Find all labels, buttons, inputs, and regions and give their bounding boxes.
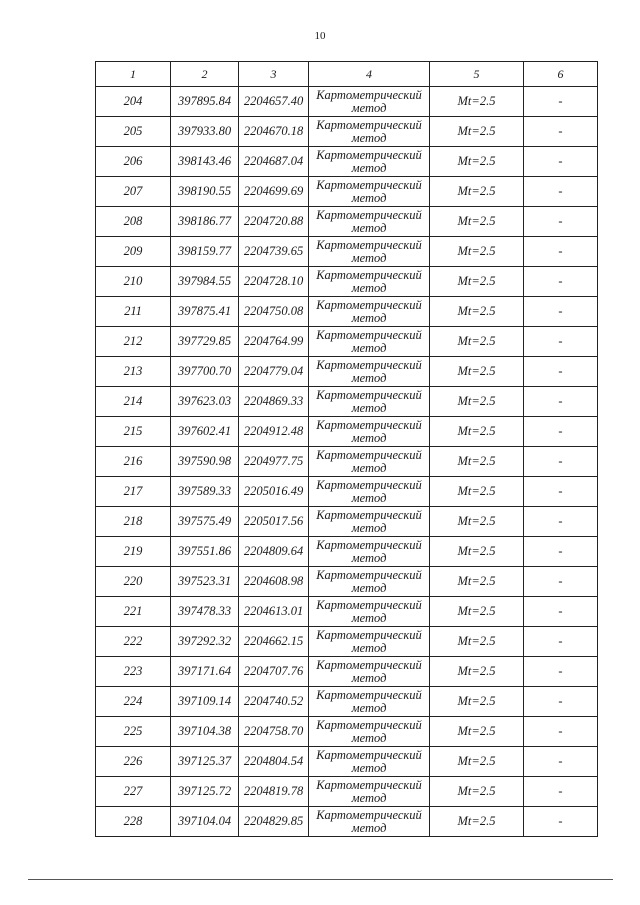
method-cell <box>309 627 430 657</box>
accuracy-cell: Mt=2.5 <box>430 117 524 147</box>
table-row <box>96 267 598 297</box>
x-coordinate-cell: 398143.46 <box>171 147 239 177</box>
table-row <box>96 297 598 327</box>
note-cell: - <box>524 147 598 177</box>
method-cell <box>309 387 430 417</box>
method-line-1: Картометрический <box>316 177 422 192</box>
method-line-2: метод <box>351 640 387 655</box>
note-cell: - <box>524 237 598 267</box>
point-number-cell: 215 <box>96 417 171 447</box>
x-coordinate-cell: 397933.80 <box>171 117 239 147</box>
x-coordinate-cell: 397125.72 <box>171 777 239 807</box>
method-line-2: метод <box>351 730 387 745</box>
accuracy-cell: Mt=2.5 <box>430 297 524 327</box>
y-coordinate-cell: 2204739.65 <box>239 237 309 267</box>
page-number: 10 <box>314 30 326 42</box>
table-row <box>96 327 598 357</box>
method-cell <box>309 717 430 747</box>
table-row <box>96 477 598 507</box>
method-line-1: Картометрический <box>316 477 422 492</box>
y-coordinate-cell: 2204819.78 <box>239 777 309 807</box>
y-coordinate-cell: 2204829.85 <box>239 807 309 837</box>
accuracy-cell: Mt=2.5 <box>430 627 524 657</box>
method-cell <box>309 207 430 237</box>
method-cell <box>309 267 430 297</box>
x-coordinate-cell: 397590.98 <box>171 447 239 477</box>
table-row <box>96 207 598 237</box>
accuracy-cell: Mt=2.5 <box>430 267 524 297</box>
table-row <box>96 657 598 687</box>
method-cell <box>309 327 430 357</box>
coordinates-table <box>95 61 598 837</box>
point-number-cell: 219 <box>96 537 171 567</box>
note-cell: - <box>524 777 598 807</box>
table-row <box>96 177 598 207</box>
method-line-2: метод <box>351 700 387 715</box>
x-coordinate-cell: 398159.77 <box>171 237 239 267</box>
y-coordinate-cell: 2204707.76 <box>239 657 309 687</box>
method-line-1: Картометрический <box>316 687 422 702</box>
y-coordinate-cell: 2204804.54 <box>239 747 309 777</box>
point-number-cell: 221 <box>96 597 171 627</box>
y-coordinate-cell: 2204657.40 <box>239 87 309 117</box>
x-coordinate-cell: 397292.32 <box>171 627 239 657</box>
method-cell <box>309 357 430 387</box>
method-line-1: Картометрический <box>316 447 422 462</box>
x-coordinate-cell: 397478.33 <box>171 597 239 627</box>
method-cell <box>309 117 430 147</box>
accuracy-cell: Mt=2.5 <box>430 177 524 207</box>
y-coordinate-cell: 2204687.04 <box>239 147 309 177</box>
y-coordinate-cell: 2204613.01 <box>239 597 309 627</box>
point-number-cell: 213 <box>96 357 171 387</box>
note-cell: - <box>524 687 598 717</box>
x-coordinate-cell: 397575.49 <box>171 507 239 537</box>
table-row <box>96 417 598 447</box>
method-line-2: метод <box>351 490 387 505</box>
note-cell: - <box>524 537 598 567</box>
note-cell: - <box>524 417 598 447</box>
x-coordinate-cell: 397523.31 <box>171 567 239 597</box>
table-row <box>96 147 598 177</box>
table-row <box>96 717 598 747</box>
table-row <box>96 597 598 627</box>
table-row <box>96 237 598 267</box>
note-cell: - <box>524 657 598 687</box>
method-cell <box>309 687 430 717</box>
accuracy-cell: Mt=2.5 <box>430 537 524 567</box>
table-row <box>96 627 598 657</box>
y-coordinate-cell: 2205017.56 <box>239 507 309 537</box>
method-line-2: метод <box>351 340 387 355</box>
column-header-1: 1 <box>96 62 171 87</box>
accuracy-cell: Mt=2.5 <box>430 447 524 477</box>
method-cell <box>309 567 430 597</box>
y-coordinate-cell: 2204977.75 <box>239 447 309 477</box>
method-line-2: метод <box>351 460 387 475</box>
method-cell <box>309 237 430 267</box>
y-coordinate-cell: 2204750.08 <box>239 297 309 327</box>
x-coordinate-cell: 397729.85 <box>171 327 239 357</box>
note-cell: - <box>524 87 598 117</box>
method-line-1: Картометрический <box>316 387 422 402</box>
method-line-2: метод <box>351 580 387 595</box>
method-cell <box>309 417 430 447</box>
y-coordinate-cell: 2204670.18 <box>239 117 309 147</box>
accuracy-cell: Mt=2.5 <box>430 357 524 387</box>
point-number-cell: 225 <box>96 717 171 747</box>
column-header-2: 2 <box>171 62 239 87</box>
table-body <box>96 87 598 837</box>
table-row <box>96 87 598 117</box>
y-coordinate-cell: 2204699.69 <box>239 177 309 207</box>
point-number-cell: 218 <box>96 507 171 537</box>
accuracy-cell: Mt=2.5 <box>430 87 524 117</box>
x-coordinate-cell: 397875.41 <box>171 297 239 327</box>
point-number-cell: 222 <box>96 627 171 657</box>
column-header-3: 3 <box>239 62 309 87</box>
method-line-2: метод <box>351 220 387 235</box>
y-coordinate-cell: 2205016.49 <box>239 477 309 507</box>
point-number-cell: 205 <box>96 117 171 147</box>
table-row <box>96 387 598 417</box>
table-row <box>96 777 598 807</box>
accuracy-cell: Mt=2.5 <box>430 387 524 417</box>
method-cell <box>309 87 430 117</box>
method-line-1: Картометрический <box>316 717 422 732</box>
x-coordinate-cell: 398190.55 <box>171 177 239 207</box>
note-cell: - <box>524 747 598 777</box>
y-coordinate-cell: 2204869.33 <box>239 387 309 417</box>
method-line-1: Картометрический <box>316 327 422 342</box>
method-line-2: метод <box>351 280 387 295</box>
x-coordinate-cell: 398186.77 <box>171 207 239 237</box>
method-line-1: Картометрический <box>316 87 422 102</box>
table-row <box>96 807 598 837</box>
accuracy-cell: Mt=2.5 <box>430 687 524 717</box>
table-row <box>96 117 598 147</box>
note-cell: - <box>524 507 598 537</box>
method-line-2: метод <box>351 190 387 205</box>
method-line-2: метод <box>351 370 387 385</box>
note-cell: - <box>524 327 598 357</box>
method-line-1: Картометрический <box>316 207 422 222</box>
table-row <box>96 447 598 477</box>
method-line-1: Картометрический <box>316 807 422 822</box>
accuracy-cell: Mt=2.5 <box>430 807 524 837</box>
accuracy-cell: Mt=2.5 <box>430 147 524 177</box>
method-cell <box>309 447 430 477</box>
point-number-cell: 208 <box>96 207 171 237</box>
accuracy-cell: Mt=2.5 <box>430 597 524 627</box>
method-line-1: Картометрический <box>316 657 422 672</box>
y-coordinate-cell: 2204728.10 <box>239 267 309 297</box>
y-coordinate-cell: 2204912.48 <box>239 417 309 447</box>
y-coordinate-cell: 2204764.99 <box>239 327 309 357</box>
method-line-2: метод <box>351 520 387 535</box>
method-line-1: Картометрический <box>316 147 422 162</box>
point-number-cell: 224 <box>96 687 171 717</box>
accuracy-cell: Mt=2.5 <box>430 747 524 777</box>
method-cell <box>309 747 430 777</box>
x-coordinate-cell: 397895.84 <box>171 87 239 117</box>
note-cell: - <box>524 567 598 597</box>
x-coordinate-cell: 397125.37 <box>171 747 239 777</box>
method-cell <box>309 477 430 507</box>
y-coordinate-cell: 2204779.04 <box>239 357 309 387</box>
y-coordinate-cell: 2204662.15 <box>239 627 309 657</box>
point-number-cell: 220 <box>96 567 171 597</box>
method-line-2: метод <box>351 430 387 445</box>
method-cell <box>309 537 430 567</box>
method-line-1: Картометрический <box>316 237 422 252</box>
point-number-cell: 216 <box>96 447 171 477</box>
table-row <box>96 537 598 567</box>
method-line-1: Картометрический <box>316 627 422 642</box>
note-cell: - <box>524 447 598 477</box>
method-line-2: метод <box>351 310 387 325</box>
method-line-1: Картометрический <box>316 507 422 522</box>
method-line-1: Картометрический <box>316 747 422 762</box>
x-coordinate-cell: 397602.41 <box>171 417 239 447</box>
x-coordinate-cell: 397104.38 <box>171 717 239 747</box>
accuracy-cell: Mt=2.5 <box>430 567 524 597</box>
x-coordinate-cell: 397109.14 <box>171 687 239 717</box>
accuracy-cell: Mt=2.5 <box>430 207 524 237</box>
y-coordinate-cell: 2204740.52 <box>239 687 309 717</box>
method-line-2: метод <box>351 550 387 565</box>
method-cell <box>309 147 430 177</box>
method-line-2: метод <box>351 670 387 685</box>
note-cell: - <box>524 117 598 147</box>
x-coordinate-cell: 397551.86 <box>171 537 239 567</box>
note-cell: - <box>524 177 598 207</box>
x-coordinate-cell: 397700.70 <box>171 357 239 387</box>
method-line-1: Картометрический <box>316 597 422 612</box>
point-number-cell: 217 <box>96 477 171 507</box>
method-cell <box>309 507 430 537</box>
note-cell: - <box>524 717 598 747</box>
column-header-4: 4 <box>309 62 430 87</box>
accuracy-cell: Mt=2.5 <box>430 477 524 507</box>
table-row <box>96 357 598 387</box>
method-line-2: метод <box>351 160 387 175</box>
method-line-1: Картометрический <box>316 267 422 282</box>
bottom-divider <box>28 879 613 880</box>
method-cell <box>309 297 430 327</box>
column-header-5: 5 <box>430 62 524 87</box>
y-coordinate-cell: 2204809.64 <box>239 537 309 567</box>
point-number-cell: 204 <box>96 87 171 117</box>
note-cell: - <box>524 387 598 417</box>
method-line-2: метод <box>351 130 387 145</box>
method-line-2: метод <box>351 820 387 835</box>
table-row <box>96 747 598 777</box>
method-line-1: Картометрический <box>316 117 422 132</box>
method-line-2: метод <box>351 250 387 265</box>
column-header-6: 6 <box>524 62 598 87</box>
x-coordinate-cell: 397623.03 <box>171 387 239 417</box>
note-cell: - <box>524 297 598 327</box>
note-cell: - <box>524 477 598 507</box>
point-number-cell: 227 <box>96 777 171 807</box>
accuracy-cell: Mt=2.5 <box>430 657 524 687</box>
accuracy-cell: Mt=2.5 <box>430 237 524 267</box>
note-cell: - <box>524 597 598 627</box>
note-cell: - <box>524 807 598 837</box>
method-line-1: Картометрический <box>316 357 422 372</box>
y-coordinate-cell: 2204608.98 <box>239 567 309 597</box>
method-line-2: метод <box>351 100 387 115</box>
method-line-2: метод <box>351 760 387 775</box>
point-number-cell: 209 <box>96 237 171 267</box>
x-coordinate-cell: 397171.64 <box>171 657 239 687</box>
method-line-1: Картометрический <box>316 537 422 552</box>
y-coordinate-cell: 2204758.70 <box>239 717 309 747</box>
method-cell <box>309 177 430 207</box>
point-number-cell: 226 <box>96 747 171 777</box>
method-cell <box>309 597 430 627</box>
point-number-cell: 206 <box>96 147 171 177</box>
accuracy-cell: Mt=2.5 <box>430 417 524 447</box>
point-number-cell: 228 <box>96 807 171 837</box>
note-cell: - <box>524 267 598 297</box>
table-row <box>96 507 598 537</box>
accuracy-cell: Mt=2.5 <box>430 507 524 537</box>
note-cell: - <box>524 207 598 237</box>
method-line-1: Картометрический <box>316 777 422 792</box>
point-number-cell: 207 <box>96 177 171 207</box>
x-coordinate-cell: 397984.55 <box>171 267 239 297</box>
y-coordinate-cell: 2204720.88 <box>239 207 309 237</box>
note-cell: - <box>524 627 598 657</box>
method-cell <box>309 777 430 807</box>
table-row <box>96 567 598 597</box>
method-line-2: метод <box>351 790 387 805</box>
method-line-1: Картометрический <box>316 297 422 312</box>
point-number-cell: 210 <box>96 267 171 297</box>
method-line-2: метод <box>351 400 387 415</box>
accuracy-cell: Mt=2.5 <box>430 777 524 807</box>
method-line-2: метод <box>351 610 387 625</box>
method-line-1: Картометрический <box>316 417 422 432</box>
point-number-cell: 211 <box>96 297 171 327</box>
point-number-cell: 223 <box>96 657 171 687</box>
table-header-row <box>96 62 598 87</box>
accuracy-cell: Mt=2.5 <box>430 717 524 747</box>
note-cell: - <box>524 357 598 387</box>
method-cell <box>309 807 430 837</box>
point-number-cell: 212 <box>96 327 171 357</box>
x-coordinate-cell: 397589.33 <box>171 477 239 507</box>
table-row <box>96 687 598 717</box>
method-cell <box>309 657 430 687</box>
method-line-1: Картометрический <box>316 567 422 582</box>
x-coordinate-cell: 397104.04 <box>171 807 239 837</box>
point-number-cell: 214 <box>96 387 171 417</box>
accuracy-cell: Mt=2.5 <box>430 327 524 357</box>
